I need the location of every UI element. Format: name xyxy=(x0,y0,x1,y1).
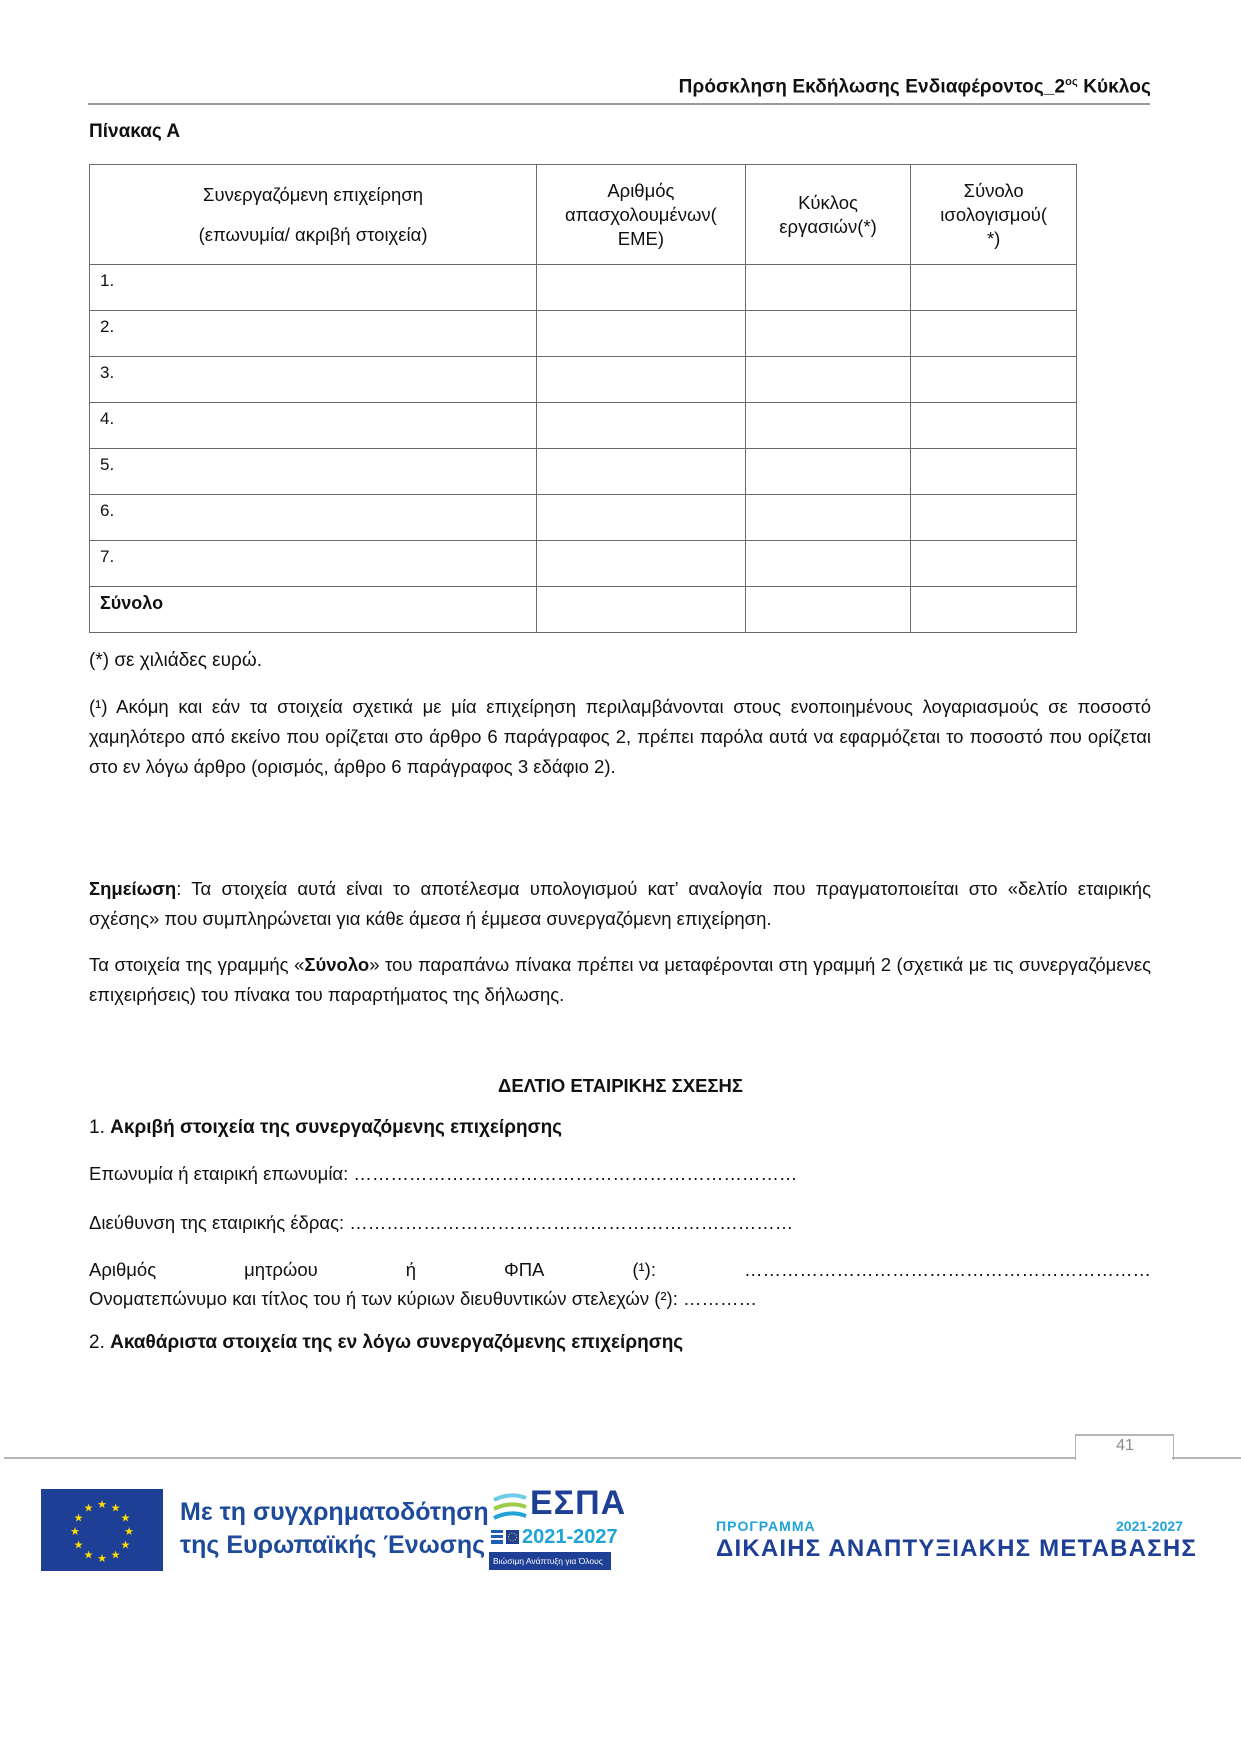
cell-employees[interactable] xyxy=(537,265,746,311)
transfer-note-after: » του παραπάνω πίνακα πρέπει να μεταφέρονται στη γραμμή 2 (σχετικά με τις συνεργαζόμενες επιχειρήσεις) του πίνακα του παραρτήματος της δήλωσης. xyxy=(89,954,1151,1005)
footnote-marker: (¹) xyxy=(89,696,108,717)
espa-years: 2021-2027 xyxy=(522,1526,618,1548)
note-label: Σημείωση xyxy=(89,878,177,899)
program-label: ΠΡΟΓΡΑΜΜΑ xyxy=(716,1518,816,1534)
footer-divider-right xyxy=(1172,1457,1241,1459)
row-label[interactable]: 6. xyxy=(90,495,537,541)
col-header-company xyxy=(90,165,537,265)
col-header-line: Κύκλος xyxy=(798,191,858,213)
col-header-line: Αριθμός xyxy=(607,179,675,201)
total-turnover[interactable] xyxy=(745,587,911,633)
espa-slogan: Βιώσιμη Ανάπτυξη για Όλους xyxy=(489,1552,611,1570)
section-1-number: 1. xyxy=(89,1117,111,1138)
row-label[interactable]: 7. xyxy=(90,541,537,587)
cell-turnover[interactable] xyxy=(745,357,911,403)
cell-balance[interactable] xyxy=(911,311,1077,357)
header-divider xyxy=(88,103,1150,105)
svg-text:★: ★ xyxy=(73,1538,84,1552)
cell-employees[interactable] xyxy=(537,357,746,403)
cell-turnover[interactable] xyxy=(745,265,911,311)
header-title-end: Κύκλος xyxy=(1077,76,1151,98)
section-2-heading xyxy=(89,1332,683,1354)
field-vat-number[interactable] xyxy=(89,1259,1151,1281)
field-registered-address[interactable]: Διεύθυνση της εταιρικής έδρας: ……………………………………………………………… xyxy=(89,1212,794,1233)
espa-waves-icon xyxy=(492,1492,528,1528)
cell-turnover[interactable] xyxy=(745,449,911,495)
table-a xyxy=(89,164,1077,633)
cell-employees[interactable] xyxy=(537,449,746,495)
row-label[interactable]: 2. xyxy=(90,311,537,357)
vat-fill-dots: ………………………………………………………… xyxy=(743,1259,1151,1280)
table-row xyxy=(90,495,1077,541)
svg-text:★: ★ xyxy=(110,1501,121,1515)
vat-word: μητρώου xyxy=(244,1259,318,1280)
svg-text:★: ★ xyxy=(97,1498,107,1511)
col-header-line: (επωνυμία/ ακριβή στοιχεία) xyxy=(198,223,428,245)
total-employees[interactable] xyxy=(537,587,746,633)
col-header-line: ισολογισμού( xyxy=(940,203,1048,225)
program-title: ΔΙΚΑΙΗΣ ΑΝΑΠΤΥΞΙΑΚΗΣ ΜΕΤΑΒΑΣΗΣ xyxy=(716,1535,1197,1562)
section-2-title: Ακαθάριστα στοιχεία της εν λόγω συνεργαζόμενης επιχείρησης xyxy=(110,1332,684,1353)
note-paragraph xyxy=(89,874,1151,934)
footnote-1 xyxy=(89,692,1151,782)
cell-employees[interactable] xyxy=(537,495,746,541)
col-header-employees xyxy=(537,165,746,265)
svg-text:★: ★ xyxy=(83,1501,94,1515)
cell-employees[interactable] xyxy=(537,403,746,449)
col-header-line: ΕΜΕ) xyxy=(617,227,665,249)
row-label[interactable]: 5. xyxy=(90,449,537,495)
col-header-line: Σύνολο xyxy=(963,179,1024,201)
cell-turnover[interactable] xyxy=(745,541,911,587)
svg-text:★: ★ xyxy=(110,1548,121,1562)
svg-text:★: ★ xyxy=(83,1548,94,1562)
section-1-title: Ακριβή στοιχεία της συνεργαζόμενης επιχείρησης xyxy=(110,1117,563,1138)
svg-text:★: ★ xyxy=(70,1525,80,1538)
col-header-turnover xyxy=(745,165,911,265)
espa-title: ΕΣΠΑ xyxy=(530,1484,627,1522)
table-row xyxy=(90,265,1077,311)
row-label[interactable]: 1. xyxy=(90,265,537,311)
total-balance[interactable] xyxy=(911,587,1077,633)
cell-balance[interactable] xyxy=(911,403,1077,449)
vat-word: ΦΠΑ xyxy=(503,1259,545,1280)
svg-text:★: ★ xyxy=(124,1525,134,1538)
row-label[interactable]: 3. xyxy=(90,357,537,403)
row-label[interactable]: 4. xyxy=(90,403,537,449)
deltio-title: ΔΕΛΤΙΟ ΕΤΑΙΡΙΚΗΣ ΣΧΕΣΗΣ xyxy=(498,1075,743,1096)
table-row xyxy=(90,311,1077,357)
table-total-row xyxy=(90,587,1077,633)
vat-word: Αριθμός xyxy=(89,1259,157,1280)
field-directors[interactable]: Ονοματεπώνυμο και τίτλος του ή των κύριων διευθυντικών στελεχών (²): ………… xyxy=(89,1288,757,1309)
svg-text:★: ★ xyxy=(97,1552,107,1565)
section-2-number: 2. xyxy=(89,1332,111,1353)
col-header-line: απασχολουμένων( xyxy=(564,203,717,225)
transfer-note-bold: Σύνολο xyxy=(304,954,370,975)
field-company-name[interactable]: Επωνυμία ή εταιρική επωνυμία: ……………………………………………………………… xyxy=(89,1163,798,1184)
espa-logo xyxy=(488,1484,627,1574)
header-title-sup: ος xyxy=(1065,76,1078,88)
cell-balance[interactable] xyxy=(911,449,1077,495)
note-text: : Τα στοιχεία αυτά είναι το αποτέλεσμα υπολογισμού κατ’ αναλογία που πραγματοποιείται στο «δελτίο εταιρικής σχέσης» που συμπληρώνεται για κάθε άμεσα ή έμμεσα συνεργαζόμενη επιχείρηση. xyxy=(89,878,1151,929)
document-header-title xyxy=(679,76,1151,98)
table-header-row xyxy=(90,165,1077,265)
table-row xyxy=(90,403,1077,449)
section-1-heading xyxy=(89,1117,562,1139)
table-star-note: (*) σε χιλιάδες ευρώ. xyxy=(89,650,262,671)
eu-text-line: Με τη συγχρηματοδότηση xyxy=(180,1498,489,1526)
cell-balance[interactable] xyxy=(911,357,1077,403)
table-row xyxy=(90,357,1077,403)
program-years: 2021-2027 xyxy=(1116,1518,1183,1534)
vat-word: ή xyxy=(405,1259,416,1280)
col-header-line: *) xyxy=(986,227,1001,249)
cell-balance[interactable] xyxy=(911,541,1077,587)
svg-text:★: ★ xyxy=(73,1511,84,1525)
cell-turnover[interactable] xyxy=(745,403,911,449)
eu-cofunding-text xyxy=(180,1496,489,1562)
transfer-note-paragraph xyxy=(89,950,1151,1010)
header-title-main: Πρόσκληση Εκδήλωσης Ενδιαφέροντος_2 xyxy=(678,76,1066,98)
eu-flag-icon xyxy=(41,1489,163,1571)
total-label: Σύνολο xyxy=(90,587,537,633)
col-header-line: Συνεργαζόμενη επιχείρηση xyxy=(203,183,424,205)
cell-employees[interactable] xyxy=(537,541,746,587)
cell-employees[interactable] xyxy=(537,311,746,357)
table-a-title: Πίνακας Α xyxy=(89,121,181,142)
footnote-text: Ακόμη και εάν τα στοιχεία σχετικά με μία επιχείρηση περιλαμβάνονται στους ενοποιημένους λογαριασμούς σε ποσοστό χαμηλότερο από εκείνο που ορίζεται στο άρθρο 6 παράγραφος 2, πρέπει παρόλα αυτά να εφαρμόζεται το ποσοστό που ορίζεται στο εν λόγω άρθρο (ορισμός, άρθρο 6 παράγραφος 3 εδάφιο 2). xyxy=(89,696,1151,777)
footer-divider xyxy=(4,1457,1075,1459)
greek-eu-flags-icon xyxy=(491,1530,519,1544)
cell-balance[interactable] xyxy=(911,495,1077,541)
col-header-line: εργασιών(*) xyxy=(779,215,877,237)
page-number: 41 xyxy=(1116,1437,1134,1454)
eu-text-line: της Ευρωπαϊκής Ένωσης xyxy=(180,1531,486,1559)
vat-word: (¹): xyxy=(632,1259,656,1280)
transfer-note-before: Τα στοιχεία της γραμμής « xyxy=(89,954,305,975)
col-header-balance-sheet xyxy=(911,165,1077,265)
svg-text:★: ★ xyxy=(120,1538,131,1552)
cell-turnover[interactable] xyxy=(745,311,911,357)
table-row xyxy=(90,449,1077,495)
svg-text:★: ★ xyxy=(120,1511,131,1525)
table-row xyxy=(90,541,1077,587)
cell-turnover[interactable] xyxy=(745,495,911,541)
cell-balance[interactable] xyxy=(911,265,1077,311)
